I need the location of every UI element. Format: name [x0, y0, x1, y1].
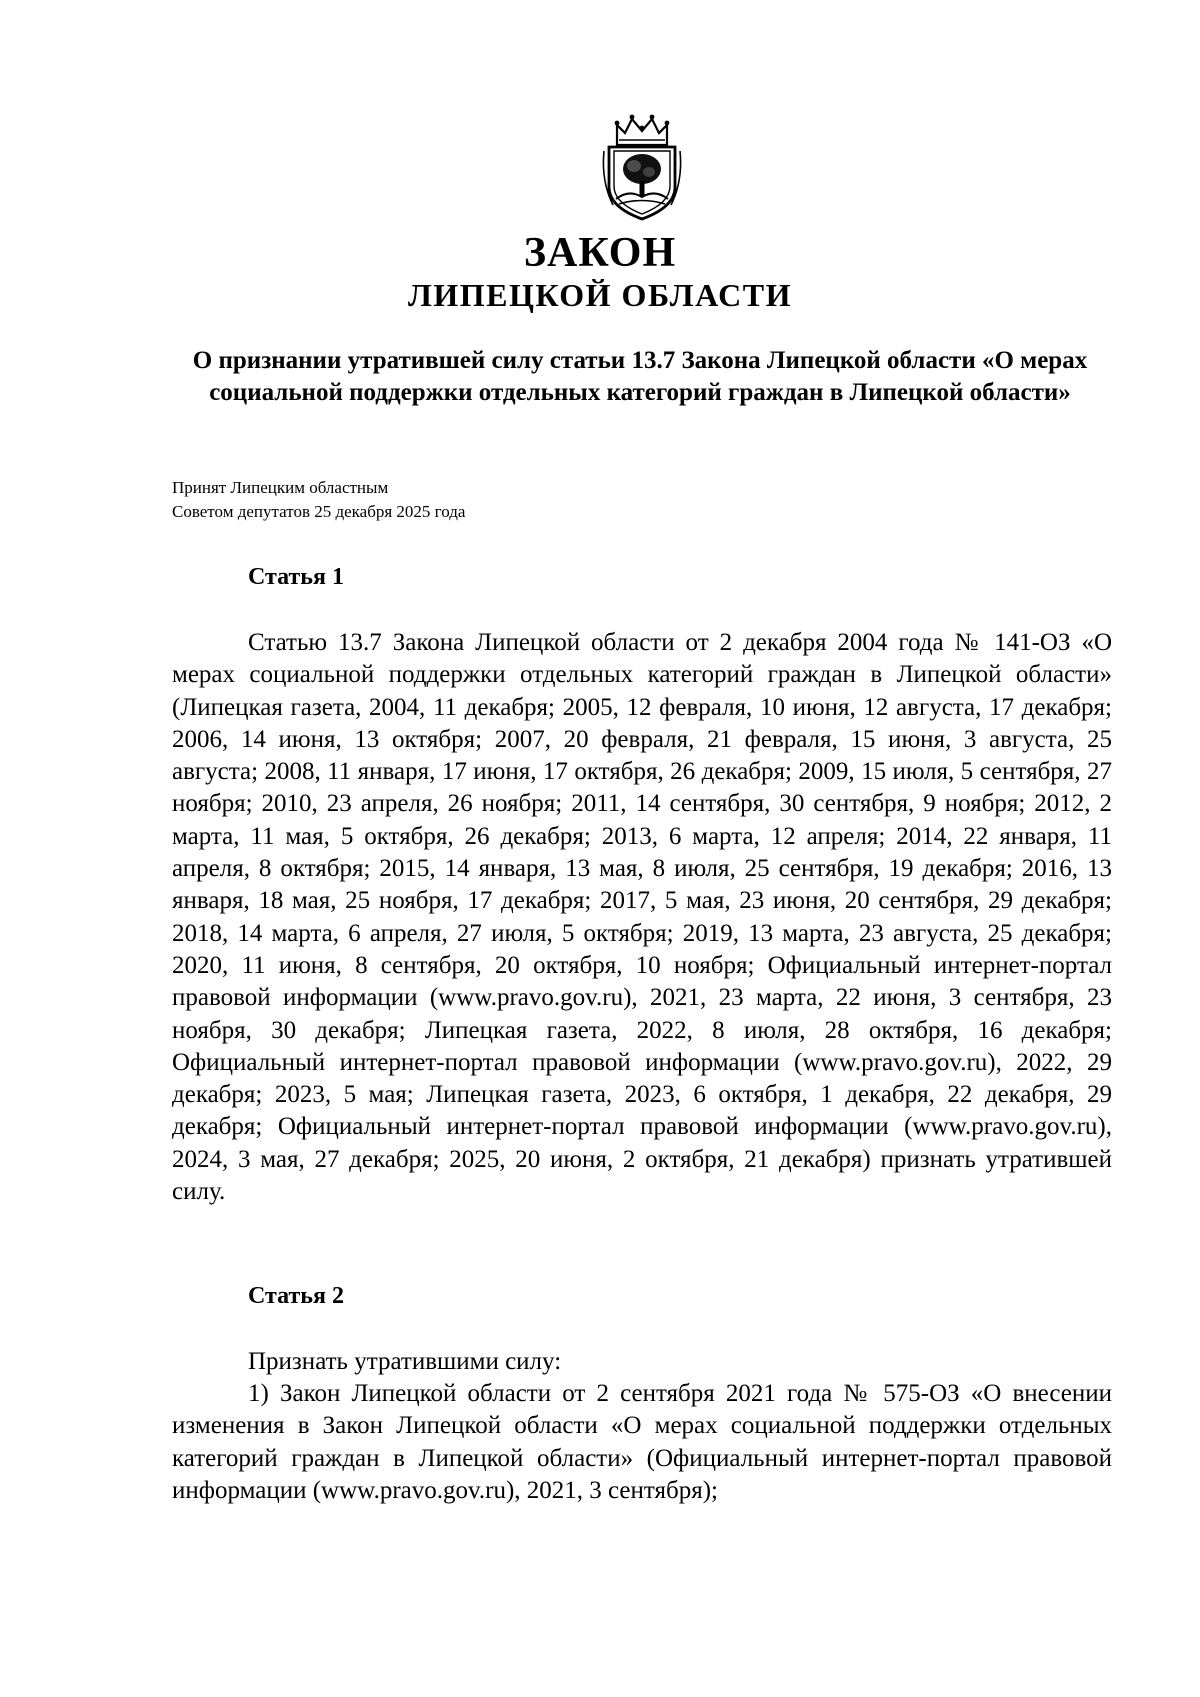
article-1-text: Статью 13.7 Закона Липецкой области от 2 декабря 2004 года № 141-ОЗ «О мерах социальной поддержки отдельных категорий граждан в Липецкой области» (Липецкая газета, 2004, 11 декабря; 2005, 12 февраля, 10 июня, 12 августа, 17 декабря; 2006, 14 июня, 13 октября; 2007, 20 февраля, 21 февраля, 15 июня, 3 августа, 25 августа; 2008, 11 января, 17 июня, 17 октября, 26 декабря; 2009, 15 июля, 5 сентября, 27 ноября; 2010, 23 апреля, 26 ноября; 2011, 14 сентября, 30 сентября, 9 ноября; 2012, 2 марта, 11 мая, 5 октября, 26 декабря; 2013, 6 марта, 12 апреля; 2014, 22 января, 11 апреля, 8 октября; 2015, 14 января, 13 мая, 8 июля, 25 сентября, 19 декабря; 2016, 13 января, 18 мая, 25 ноября, 17 декабря; 2017, 5 мая, 23 июня, 20 сентября, 29 декабря; 2018, 14 марта, 6 апреля, 27 июля, 5 октября; 2019, 13 марта, 23 августа, 25 декабря; 2020, 11 июня, 8 сентября, 20 октября, 10 ноября; Официальный интернет-портал правовой информации (www.pravo.gov.ru), 2021, 23 марта, 22 июня, 3 сентября, 23 ноября, 30 декабря; Липецкая газета, 2022, 8 июля, 28 октября, 16 декабря; Официальный интернет-портал правовой информации (www.pravo.gov.ru), 2022, 29 декабря; 2023, 5 мая; Липецкая газета, 2023, 6 октября, 1 декабря, 22 декабря, 29 декабря; Официальный интернет-портал правовой информации (www.pravo.gov.ru), 2024, 3 мая, 27 декабря; 2025, 20 июня, 2 октября, 21 декабря) признать утратившей силу. [172, 629, 1112, 1206]
adoption-line-2: Советом депутатов 25 декабря 2025 года [172, 502, 466, 521]
adoption-note [172, 476, 465, 524]
region-title: ЛИПЕЦКОЙ ОБЛАСТИ [408, 277, 792, 313]
article-2-intro: Признать утратившими силу: [248, 1348, 562, 1375]
article-2-item-1: 1) Закон Липецкой области от 2 сентября 2021 года № 575-ОЗ «О внесении изменения в Закон Липецкой области «О мерах социальной поддержки отдельных категорий граждан в Липецкой области» (Официальный интернет-портал правовой информации (www.pravo.gov.ru), 2021, 3 сентября); [172, 1380, 1112, 1504]
coat-of-arms-icon [601, 111, 683, 221]
article-1-heading: Статья 1 [248, 564, 344, 590]
article-2-heading: Статья 2 [248, 1283, 344, 1309]
law-title: ЗАКОН [523, 230, 677, 276]
adoption-line-1: Принят Липецким областным [172, 478, 389, 497]
law-subject: О признании утратившей силу статьи 13.7 Закона Липецкой области «О мерах социальной поддержки отдельных категорий граждан в Липецкой области» [192, 347, 1088, 406]
